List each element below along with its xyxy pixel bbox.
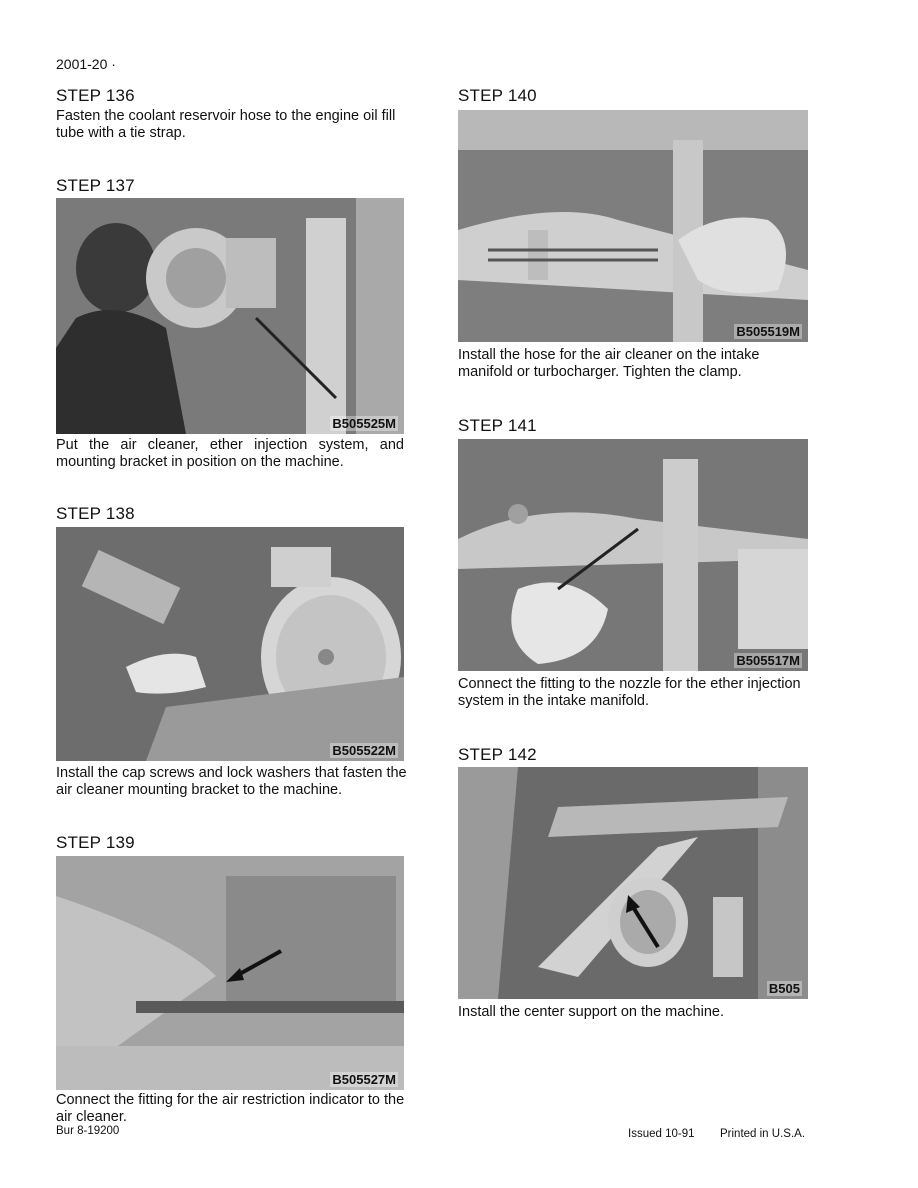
step-141-title: STEP 141 <box>458 416 537 435</box>
step-142-title: STEP 142 <box>458 745 537 764</box>
step-137-title: STEP 137 <box>56 176 135 195</box>
step-139-text: Connect the fitting for the air restriction indicator to the air cleaner. <box>56 1092 405 1125</box>
step-138-text: Install the cap screws and lock washers that fasten the air cleaner mounting bracket to the machine. <box>56 765 407 798</box>
step-137-photo-art <box>56 198 404 434</box>
step-141-text: Connect the fitting to the nozzle for the ether injection system in the intake manifold. <box>458 676 801 709</box>
step-139-photo-code: B505527M <box>332 1072 396 1087</box>
step-139-title: STEP 139 <box>56 833 135 852</box>
step-138-photo <box>56 527 404 761</box>
footer-issued: Issued 10-91 <box>628 1128 695 1140</box>
footer-printed: Printed in U.S.A. <box>720 1128 806 1140</box>
step-139-photo-art <box>56 856 404 1090</box>
step-136-text: Fasten the coolant reservoir hose to the engine oil fill tube with a tie strap. <box>56 108 396 141</box>
step-142-text: Install the center support on the machine. <box>458 1004 724 1020</box>
step-141-photo-art <box>458 439 808 671</box>
page-number: 2001-20 · <box>56 56 116 72</box>
step-137-photo-code: B505525M <box>332 416 396 431</box>
step-140-title: STEP 140 <box>458 86 537 105</box>
step-138-title: STEP 138 <box>56 504 135 523</box>
step-136-title: STEP 136 <box>56 86 135 105</box>
step-142-photo-art <box>458 767 808 999</box>
step-141-photo-code: B505517M <box>736 653 800 668</box>
step-138-photo-art <box>56 527 404 761</box>
footer-doc-code: Bur 8-19200 <box>56 1125 120 1137</box>
step-138-photo-code: B505522M <box>332 743 396 758</box>
step-142-photo-code: B505 <box>768 981 800 996</box>
step-139-photo <box>56 856 404 1090</box>
step-140-text: Install the hose for the air cleaner on the intake manifold or turbocharger. Tighten the clamp. <box>458 347 760 380</box>
step-140-photo-code: B505519M <box>736 324 800 339</box>
step-137-text: Put the air cleaner, ether injection system, and mounting bracket in position on the machine. <box>56 437 404 470</box>
step-140-photo <box>458 110 808 342</box>
step-140-photo-art <box>458 110 808 342</box>
step-141-photo <box>458 439 808 671</box>
step-142-photo <box>458 767 808 999</box>
step-137-photo <box>56 198 404 434</box>
